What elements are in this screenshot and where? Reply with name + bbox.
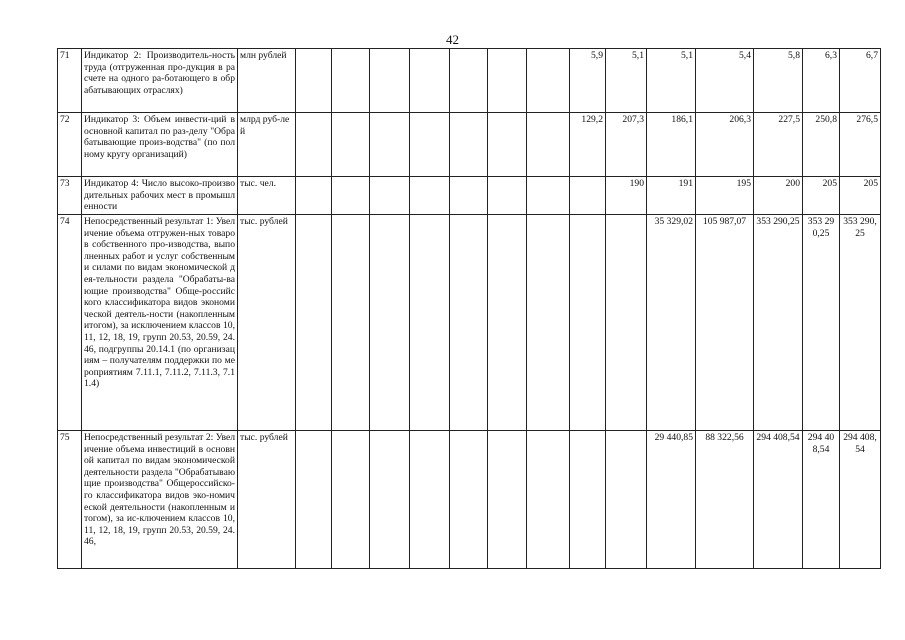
unit-cell-text: тыс. рублей [240,216,288,227]
value-cell [410,431,450,569]
indicator-name-cell [82,113,238,177]
value-cell-text: 353 290,25 [843,216,877,239]
unit-cell-text: тыс. чел. [240,178,276,189]
indicator-name-cell [82,177,238,215]
value-cell [527,215,570,431]
value-cell [570,177,606,215]
unit-cell-text: тыс. рублей [240,432,288,443]
value-cell [803,177,840,215]
value-cell [754,177,803,215]
value-cell [647,177,696,215]
value-cell [696,177,754,215]
row-number-cell [58,49,82,113]
value-cell [527,431,570,569]
value-cell-text: 5,9 [591,50,603,61]
indicator-name-cell [82,49,238,113]
value-cell-text: 186,1 [671,114,693,125]
value-cell [570,431,606,569]
value-cell-text: 5,4 [739,50,751,61]
value-cell [754,215,803,431]
value-cell [488,431,527,569]
unit-cell [238,431,296,569]
value-cell-text: 191 [678,178,693,189]
indicator-name-cell-text: Индикатор 4: Число высоко-производительных рабочих мест в промышленности [84,178,235,213]
value-cell-text: 250,8 [815,114,837,125]
value-cell [296,431,332,569]
value-cell-text: 276,5 [856,114,878,125]
value-cell [488,49,527,113]
value-cell [488,177,527,215]
unit-cell-text: млрд руб-лей [240,114,290,137]
indicator-name-cell [82,215,238,431]
value-cell [450,431,488,569]
value-cell [410,49,450,113]
value-cell [370,431,410,569]
value-cell [450,177,488,215]
value-cell-text: 5,1 [632,50,644,61]
unit-cell [238,113,296,177]
value-cell-text: 35 329,02 [654,216,693,227]
value-cell [606,49,647,113]
value-cell [570,49,606,113]
row-number-cell-text: 71 [60,50,70,61]
value-cell [296,177,332,215]
value-cell [332,177,370,215]
row-number-cell-text: 75 [60,432,70,443]
value-cell [754,49,803,113]
value-cell [840,113,881,177]
table-row [58,431,881,569]
value-cell [450,113,488,177]
value-cell-text: 5,8 [788,50,800,61]
value-cell [840,177,881,215]
value-cell [527,113,570,177]
indicator-name-cell [82,431,238,569]
indicators-table [57,48,881,569]
table-row [58,215,881,431]
value-cell-text: 294 408,54 [756,432,800,443]
value-cell [527,177,570,215]
value-cell [488,215,527,431]
value-cell [696,215,754,431]
value-cell [488,113,527,177]
value-cell [647,49,696,113]
value-cell [606,177,647,215]
value-cell [370,215,410,431]
row-number-cell [58,215,82,431]
value-cell-text: 353 290,25 [756,216,800,227]
value-cell [840,49,881,113]
value-cell [803,431,840,569]
value-cell-text: 6,7 [866,50,878,61]
value-cell-text: 294 408,54 [807,432,835,455]
row-number-cell-text: 73 [60,178,70,189]
value-cell [647,113,696,177]
value-cell [570,215,606,431]
value-cell-text: 29 440,85 [654,432,693,443]
value-cell-text: 205 [863,178,878,189]
value-cell [696,49,754,113]
value-cell-text: 6,3 [825,50,837,61]
value-cell [696,113,754,177]
indicator-name-cell-text: Индикатор 3: Объем инвести-ций в основной капитал по раз-делу "Обрабатывающие произ-водства" (по полному кругу организаций) [84,114,235,160]
value-cell [570,113,606,177]
value-cell-text: 88 322,56 [705,432,744,443]
value-cell [410,113,450,177]
value-cell [696,431,754,569]
unit-cell [238,215,296,431]
page-number: 42 [446,32,459,47]
value-cell-text: 5,1 [681,50,693,61]
value-cell [527,49,570,113]
value-cell [647,431,696,569]
table-row [58,113,881,177]
value-cell [803,215,840,431]
value-cell [332,49,370,113]
value-cell [332,113,370,177]
value-cell-text: 105 987,07 [702,216,747,227]
value-cell-text: 200 [785,178,800,189]
value-cell [296,215,332,431]
value-cell [410,215,450,431]
row-number-cell-text: 72 [60,114,70,125]
value-cell-text: 227,5 [778,114,800,125]
value-cell-text: 206,3 [729,114,751,125]
value-cell-text: 190 [629,178,644,189]
table-row [58,49,881,113]
value-cell [606,431,647,569]
row-number-cell-text: 74 [60,216,70,227]
value-cell-text: 353 290,25 [807,216,835,239]
value-cell [370,49,410,113]
value-cell [370,113,410,177]
value-cell [754,431,803,569]
value-cell [332,431,370,569]
value-cell [606,215,647,431]
value-cell [370,177,410,215]
row-number-cell [58,113,82,177]
value-cell-text: 129,2 [581,114,603,125]
value-cell [754,113,803,177]
value-cell [606,113,647,177]
value-cell [410,177,450,215]
indicator-name-cell-text: Непосредственный результат 2: Увеличение объема инвестиций в основной капитал по видам экономической деятельности раздела "Обрабатывающие производства" Общероссийско-го классификатора видов эко-номической деятельности (накопленным итогом), за ис-ключением классов 10, 11, 12, 18, 19, групп 20.53, 20.59, 24.46, [84,432,235,548]
value-cell-text: 207,3 [622,114,644,125]
indicator-name-cell-text: Непосредственный результат 1: Увеличение объема отгружен-ных товаров собственного про-изводства, выполненных работ и услуг собственными силами по видам экономической дея-тельности раздела "Обрабаты-вающие производства" Обще-российского классификатора видов экономической деятель-ности (накопленным итогом), за исключением классов 10, 11, 12, 18, 19, групп 20.53, 20.59, 24.46, подгруппы 20.14.1 (по организациям – получателям поддержки по мероприятиям 7.11.1, 7.11.2, 7.11.3, 7.11.4) [84,216,235,390]
value-cell [450,215,488,431]
value-cell-text: 195 [736,178,751,189]
unit-cell-text: млн рублей [240,50,287,61]
value-cell [296,113,332,177]
indicator-name-cell-text: Индикатор 2: Производитель-ность труда (отгруженная про-дукция в расчете на одного ра-ботающего в обрабатывающих отраслях) [84,50,235,96]
value-cell-text: 205 [822,178,837,189]
unit-cell [238,177,296,215]
value-cell [803,49,840,113]
value-cell [647,215,696,431]
row-number-cell [58,177,82,215]
value-cell [332,215,370,431]
value-cell [296,49,332,113]
table-row [58,177,881,215]
row-number-cell [58,431,82,569]
value-cell [803,113,840,177]
value-cell-text: 294 408,54 [843,432,877,455]
value-cell [840,431,881,569]
value-cell [450,49,488,113]
unit-cell [238,49,296,113]
value-cell [840,215,881,431]
